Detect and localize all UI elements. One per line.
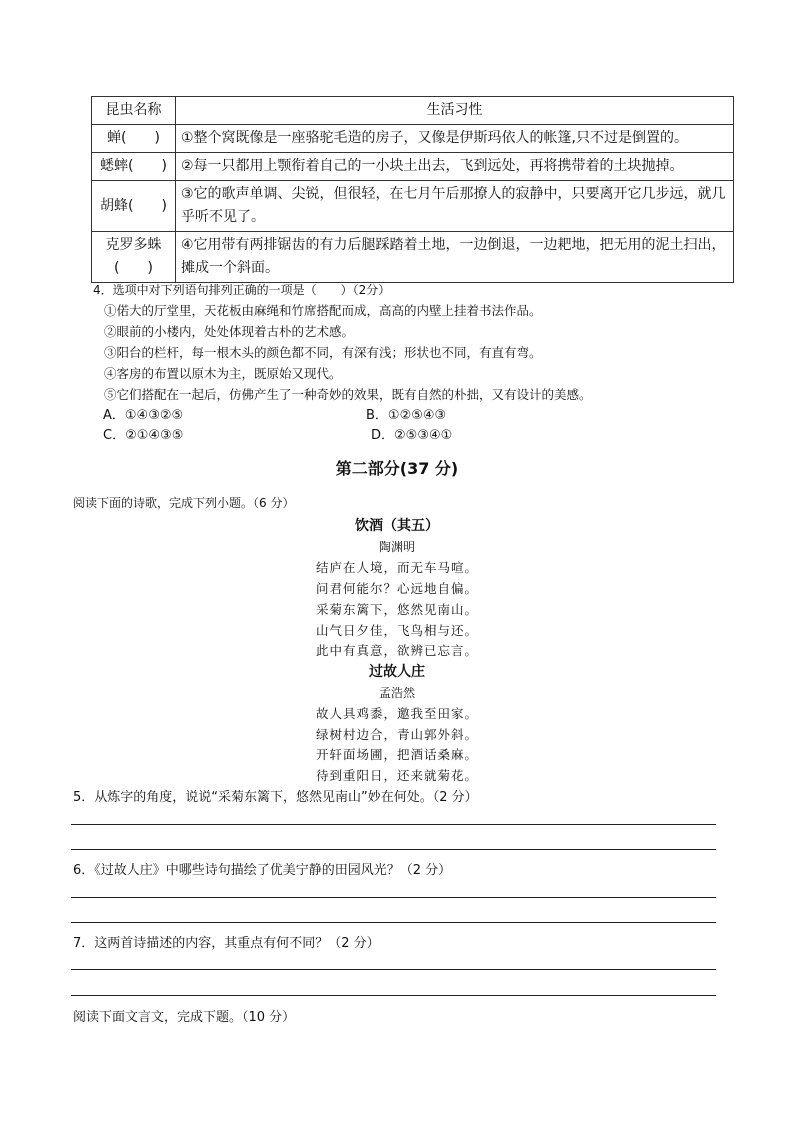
table-row [92,153,734,181]
classical-chinese-intro: 阅读下面文言文，完成下题。（10 分） [73,1010,296,1025]
question-4-stem: 4．选项中对下列语句排列正确的一项是（ ）（2分） [93,283,391,297]
poem1-author: 陶渊明 [378,540,415,554]
q4-choice-b[interactable]: B．①②⑤④③ [366,408,447,423]
poem1-line: 采菊东篱下，悠然见南山。 [315,602,478,617]
question-7: 7．这两首诗描述的内容，其重点有何不同？（2 分） [73,936,380,951]
part-two-heading: 第二部分(37 分) [335,459,459,478]
insect-name-cell: 胡蜂( ) [92,181,176,232]
answer-line[interactable] [71,824,716,825]
q4-sentence-2: ②眼前的小楼内，处处体现着古朴的艺术感。 [104,324,355,339]
question-5: 5．从炼字的角度，说说“采菊东篱下，悠然见南山”妙在何处。（2 分） [73,790,478,805]
insect-habits-table [91,96,734,283]
header-habits: 生活习性 [176,97,734,125]
q4-sentence-5: ⑤它们搭配在一起后，仿佛产生了一种奇妙的效果，既有自然的朴拙，又有设计的美感。 [104,387,592,402]
table-header-row [92,97,734,125]
insect-name-cell: 蟋蟀( ) [92,153,176,181]
question-6: 6．《过故人庄》中哪些诗句描绘了优美宁静的田园风光？（2 分） [73,863,452,878]
habit-cell: ①整个窝既像是一座骆驼毛造的房子，又像是伊斯玛依人的帐篷,只不过是倒置的。 [176,125,734,153]
answer-line[interactable] [71,995,716,996]
habit-cell: ③它的歌声单调、尖锐，但很轻，在七月午后那撩人的寂静中，只要离开它几步远，就几乎听不见了。 [176,181,734,232]
poetry-intro: 阅读下面的诗歌，完成下列小题。（6 分） [73,496,295,510]
table-row [92,232,734,283]
insect-name-cell: 蝉( ) [92,125,176,153]
habit-cell: ②每一只都用上颚衔着自己的一小块土出去，飞到远处，再将携带着的土块抛掉。 [176,153,734,181]
q4-choice-c[interactable]: C．②①④③⑤ [103,428,184,443]
poem2-line: 绿树村边合，青山郭外斜。 [315,727,478,742]
poem2-author: 孟浩然 [378,686,415,700]
q4-sentence-3: ③阳台的栏杆，每一根木头的颜色都不同，有深有浅；形状也不同，有直有弯。 [104,345,542,360]
poem1-title: 饮酒（其五） [355,518,439,534]
table-row [92,181,734,232]
q4-choice-a[interactable]: A．①④③②⑤ [103,408,184,423]
answer-line[interactable] [71,969,716,970]
poem2-title: 过故人庄 [369,664,425,680]
poem1-line: 山气日夕佳，飞鸟相与还。 [315,623,478,638]
answer-line[interactable] [71,849,716,850]
header-insect-name: 昆虫名称 [92,97,176,125]
table-row [92,125,734,153]
q4-choice-d[interactable]: D．②⑤③④① [371,428,453,443]
q4-sentence-4: ④客房的布置以原木为主，既原始又现代。 [104,366,342,381]
poem1-line: 问君何能尔？心远地自偏。 [315,581,478,596]
poem1-line: 结庐在人境，而无车马喧。 [315,560,478,575]
answer-line[interactable] [71,897,716,898]
habit-cell: ④它用带有两排锯齿的有力后腿踩踏着土地，一边倒退，一边耙地，把无用的泥土扫出，摊成一个斜面。 [176,232,734,283]
q4-sentence-1: ①偌大的厅堂里，天花板由麻绳和竹席搭配而成，高高的内壁上挂着书法作品。 [104,303,542,318]
poem1-line: 此中有真意，欲辨已忘言。 [315,643,478,658]
poem2-line: 开轩面场圃，把酒话桑麻。 [315,747,478,762]
answer-line[interactable] [71,922,716,923]
insect-name-cell: 克罗多蛛( ) [92,232,176,283]
poem2-line: 故人具鸡黍，邀我至田家。 [315,706,478,721]
poem2-line: 待到重阳日，还来就菊花。 [315,768,478,783]
